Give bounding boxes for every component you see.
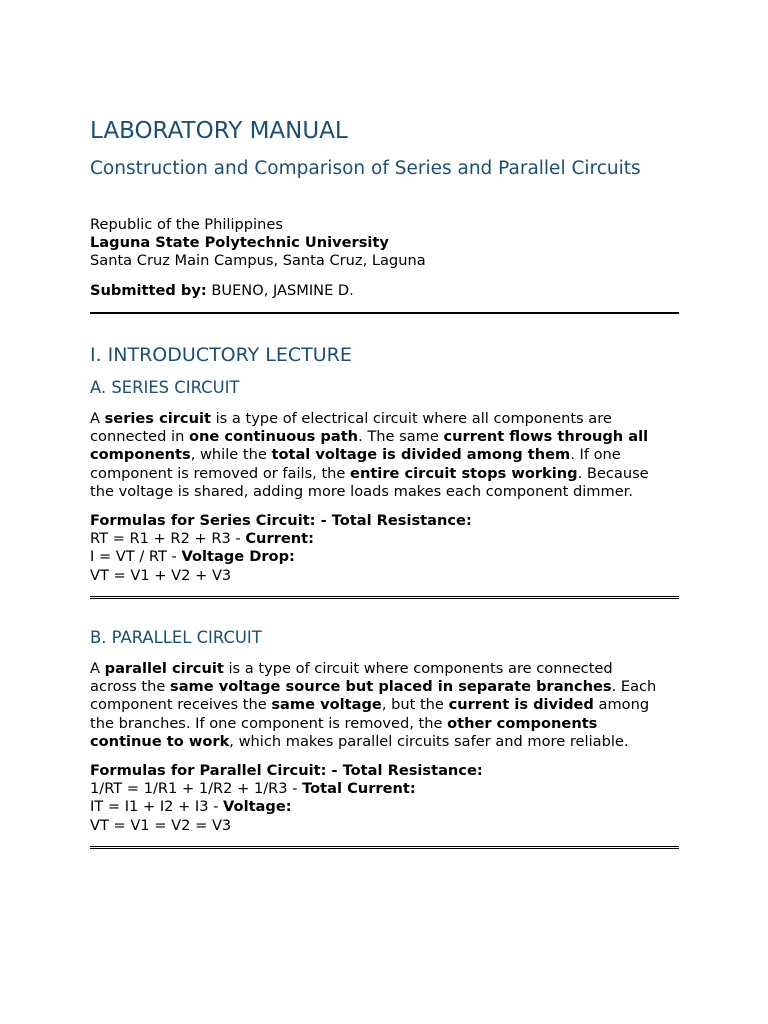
campus-line: Santa Cruz Main Campus, Santa Cruz, Laguna	[90, 252, 426, 270]
series-divider	[90, 596, 679, 599]
series-formulas: Formulas for Series Circuit: - Total Resistance: RT = R1 + R2 + R3 - Current: I = VT / RT - Voltage Drop: VT = V1 + V2 + V3	[90, 512, 472, 584]
parallel-heading: B. PARALLEL CIRCUIT	[90, 628, 262, 647]
intro-heading: I. INTRODUCTORY LECTURE	[90, 344, 352, 366]
parallel-divider	[90, 846, 679, 849]
institution-info	[90, 216, 426, 271]
submitted-by	[90, 282, 354, 300]
header-divider	[90, 312, 679, 314]
republic-line: Republic of the Philippines	[90, 216, 283, 233]
submitted-by-label: Submitted by:	[90, 282, 207, 299]
document-title: LABORATORY MANUAL	[90, 118, 348, 144]
series-heading: A. SERIES CIRCUIT	[90, 378, 240, 397]
document-subtitle: Construction and Comparison of Series and Parallel Circuits	[90, 158, 641, 179]
series-description: A series circuit is a type of electrical circuit where all components are connected in one continuous path. The same current flows through all components, while the total voltage is divided among them. If one component is removed or fails, the entire circuit stops working. Because the voltage is shared, adding more loads makes each component dimmer.	[90, 410, 649, 500]
submitted-by-name: BUENO, JASMINE D.	[206, 282, 354, 299]
parallel-description: A parallel circuit is a type of circuit where components are connected across the same voltage source but placed in separate branches. Each component receives the same voltage, but the current is divided among the branches. If one component is removed, the other components continue to work, which makes parallel circuits safer and more reliable.	[90, 660, 657, 750]
university-name: Laguna State Polytechnic University	[90, 234, 389, 252]
parallel-formulas: Formulas for Parallel Circuit: - Total Resistance: 1/RT = 1/R1 + 1/R2 + 1/R3 - Total Current: IT = I1 + I2 + I3 - Voltage: VT = V1 = V2 = V3	[90, 762, 483, 834]
